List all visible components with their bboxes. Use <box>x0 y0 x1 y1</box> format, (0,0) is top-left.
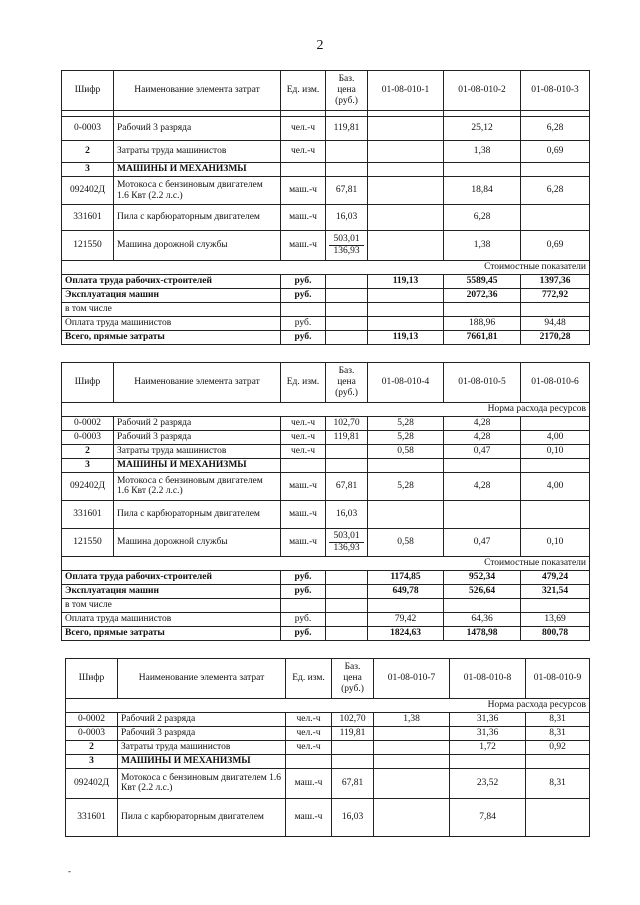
summary-row <box>62 289 590 303</box>
row-value-3: 0,69 <box>521 141 590 163</box>
row-value-1: 1,38 <box>374 712 450 726</box>
header-unit: Ед. изм. <box>281 71 326 111</box>
row-name: Рабочий 2 разряда <box>114 416 281 430</box>
table-row <box>62 163 590 177</box>
row-price <box>332 740 374 754</box>
summary-value-3: 772,92 <box>521 289 590 303</box>
summary-unit: руб. <box>281 584 326 598</box>
row-value-2: 18,84 <box>444 177 521 205</box>
row-value-2: 25,12 <box>444 117 521 141</box>
section-row <box>62 556 590 570</box>
table-row <box>62 444 590 458</box>
row-value-3: 0,10 <box>521 528 590 556</box>
row-value-1 <box>368 231 444 261</box>
table-row <box>62 472 590 500</box>
row-value-2: 0,47 <box>444 444 521 458</box>
row-value-2: 7,84 <box>450 798 526 836</box>
price-top: 503,01 <box>329 234 364 246</box>
row-value-3: 0,92 <box>526 740 590 754</box>
row-value-2: 4,28 <box>444 430 521 444</box>
table-header <box>62 363 590 403</box>
row-code: 0-0003 <box>62 430 114 444</box>
header-col2: 01-08-010-5 <box>444 363 521 403</box>
price-bottom: 136,93 <box>333 542 360 553</box>
row-unit: чел.-ч <box>286 740 332 754</box>
row-value-1: 0,58 <box>368 528 444 556</box>
summary-value-2: 526,64 <box>444 584 521 598</box>
summary-row <box>62 275 590 289</box>
section-label: Стоимостные показатели <box>62 261 590 275</box>
row-name: Рабочий 3 разряда <box>118 726 286 740</box>
row-price <box>326 528 368 556</box>
section-row <box>62 261 590 275</box>
row-value-3: 4,00 <box>521 430 590 444</box>
row-code: 092402Д <box>62 472 114 500</box>
row-value-1: 5,28 <box>368 416 444 430</box>
summary-row <box>62 303 590 317</box>
table-row <box>66 712 590 726</box>
row-name: Пила с карбюраторным двигателем <box>114 500 281 528</box>
row-name: Мотокоса с бензиновым двигателем 1.6 Квт (2.2 л.с.) <box>114 472 281 500</box>
row-name: Рабочий 2 разряда <box>118 712 286 726</box>
table-row <box>62 177 590 205</box>
header-code: Шифр <box>66 659 118 699</box>
row-value-2: 1,38 <box>444 141 521 163</box>
row-name: Мотокоса с бензиновым двигателем 1.6 Квт (2.2 л.с.) <box>114 177 281 205</box>
section-label: Норма расхода ресурсов <box>66 699 590 713</box>
table-row <box>62 500 590 528</box>
summary-value-2: 952,34 <box>444 570 521 584</box>
table-row <box>62 416 590 430</box>
row-code: 121550 <box>62 231 114 261</box>
row-value-1 <box>374 768 450 798</box>
row-code: 2 <box>66 740 118 754</box>
summary-value-2: 64,36 <box>444 612 521 626</box>
table-row <box>62 141 590 163</box>
row-price: 119,81 <box>326 117 368 141</box>
summary-value-3: 1397,36 <box>521 275 590 289</box>
cost-table-3 <box>65 658 590 837</box>
row-unit: чел.-ч <box>281 444 326 458</box>
row-value-1: 5,28 <box>368 430 444 444</box>
summary-value-3: 321,54 <box>521 584 590 598</box>
row-value-1: 0,58 <box>368 444 444 458</box>
row-name: Рабочий 3 разряда <box>114 117 281 141</box>
summary-value-1 <box>368 317 444 331</box>
row-name: МАШИНЫ И МЕХАНИЗМЫ <box>118 754 286 768</box>
row-unit: чел.-ч <box>281 416 326 430</box>
row-value-3: 0,10 <box>521 444 590 458</box>
row-code: 092402Д <box>66 768 118 798</box>
summary-label: Эксплуатация машин <box>62 289 281 303</box>
summary-value-3: 479,24 <box>521 570 590 584</box>
row-value-2: 4,28 <box>444 416 521 430</box>
table-row <box>62 430 590 444</box>
summary-row <box>62 612 590 626</box>
summary-value-1: 79,42 <box>368 612 444 626</box>
row-code: 331601 <box>62 205 114 231</box>
row-name: Пила с карбюраторным двигателем <box>114 205 281 231</box>
row-value-3: 4,00 <box>521 472 590 500</box>
summary-label: Эксплуатация машин <box>62 584 281 598</box>
cost-table-1 <box>61 70 590 345</box>
row-unit: чел.-ч <box>286 712 332 726</box>
summary-row <box>62 626 590 640</box>
header-col3: 01-08-010-3 <box>521 71 590 111</box>
summary-value-3: 2170,28 <box>521 331 590 345</box>
row-unit: чел.-ч <box>281 141 326 163</box>
header-col1: 01-08-010-7 <box>374 659 450 699</box>
table-row <box>66 768 590 798</box>
row-code: 0-0003 <box>62 117 114 141</box>
section-label: Норма расхода ресурсов <box>62 403 590 417</box>
row-name: Мотокоса с бензиновым двигателем 1.6 Квт (2.2 л.с.) <box>118 768 286 798</box>
header-col2: 01-08-010-8 <box>450 659 526 699</box>
summary-unit: руб. <box>281 612 326 626</box>
summary-value-3: 13,69 <box>521 612 590 626</box>
row-name: Рабочий 3 разряда <box>114 430 281 444</box>
table-row <box>66 740 590 754</box>
header-name: Наименование элемента затрат <box>114 71 281 111</box>
summary-value-2: 1478,98 <box>444 626 521 640</box>
summary-row <box>62 584 590 598</box>
summary-value-3: 94,48 <box>521 317 590 331</box>
row-name: Машина дорожной службы <box>114 231 281 261</box>
table-row <box>66 726 590 740</box>
price-bottom: 136,93 <box>333 246 360 256</box>
summary-row <box>62 598 590 612</box>
row-name: Затраты труда машинистов <box>118 740 286 754</box>
row-unit: чел.-ч <box>286 726 332 740</box>
row-value-1: 5,28 <box>368 472 444 500</box>
row-unit: маш.-ч <box>286 768 332 798</box>
summary-value-2: 2072,36 <box>444 289 521 303</box>
header-code: Шифр <box>62 363 114 403</box>
header-price: Баз. цена (руб.) <box>332 659 374 699</box>
row-value-3 <box>521 205 590 231</box>
row-value-3 <box>526 798 590 836</box>
row-value-2: 1,72 <box>450 740 526 754</box>
row-value-3: 6,28 <box>521 177 590 205</box>
row-name: Машина дорожной службы <box>114 528 281 556</box>
row-name: Пила с карбюраторным двигателем <box>118 798 286 836</box>
section-label: Стоимостные показатели <box>62 556 590 570</box>
row-value-2: 0,47 <box>444 528 521 556</box>
row-value-1 <box>374 740 450 754</box>
summary-value-1: 1824,63 <box>368 626 444 640</box>
row-value-3 <box>521 500 590 528</box>
header-name: Наименование элемента затрат <box>114 363 281 403</box>
summary-value-2: 7661,81 <box>444 331 521 345</box>
summary-value-1: 1174,85 <box>368 570 444 584</box>
row-value-2: 23,52 <box>450 768 526 798</box>
summary-unit: руб. <box>281 570 326 584</box>
section-row <box>66 699 590 713</box>
row-value-1 <box>374 798 450 836</box>
row-code: 2 <box>62 141 114 163</box>
table-row <box>62 231 590 261</box>
summary-label: в том числе <box>62 598 281 612</box>
row-code: 0-0002 <box>62 416 114 430</box>
row-value-3: 8,31 <box>526 726 590 740</box>
table-row <box>62 205 590 231</box>
row-code: 3 <box>66 754 118 768</box>
row-code: 0-0002 <box>66 712 118 726</box>
table-header <box>62 71 590 111</box>
row-unit: маш.-ч <box>281 177 326 205</box>
summary-unit: руб. <box>281 317 326 331</box>
row-code: 331601 <box>62 500 114 528</box>
row-value-3: 6,28 <box>521 117 590 141</box>
row-value-2: 6,28 <box>444 205 521 231</box>
row-value-3: 0,69 <box>521 231 590 261</box>
row-name: Затраты труда машинистов <box>114 444 281 458</box>
header-unit: Ед. изм. <box>286 659 332 699</box>
row-value-2: 31,36 <box>450 726 526 740</box>
row-name: Затраты труда машинистов <box>114 141 281 163</box>
row-unit: маш.-ч <box>281 205 326 231</box>
row-value-2 <box>444 500 521 528</box>
summary-unit: руб. <box>281 289 326 303</box>
row-price: 16,03 <box>326 205 368 231</box>
row-code: 3 <box>62 163 114 177</box>
header-col3: 01-08-010-6 <box>521 363 590 403</box>
row-code: 331601 <box>66 798 118 836</box>
row-unit: маш.-ч <box>281 528 326 556</box>
header-col2: 01-08-010-2 <box>444 71 521 111</box>
table-row <box>66 754 590 768</box>
summary-value-3: 800,78 <box>521 626 590 640</box>
summary-label: Всего, прямые затраты <box>62 626 281 640</box>
row-price: 102,70 <box>326 416 368 430</box>
row-value-1 <box>368 500 444 528</box>
header-col1: 01-08-010-1 <box>368 71 444 111</box>
summary-row <box>62 570 590 584</box>
summary-value-1 <box>368 289 444 303</box>
header-col1: 01-08-010-4 <box>368 363 444 403</box>
row-value-1 <box>368 205 444 231</box>
row-value-3: 8,31 <box>526 712 590 726</box>
row-price: 119,81 <box>332 726 374 740</box>
row-unit: маш.-ч <box>281 472 326 500</box>
row-price: 16,03 <box>332 798 374 836</box>
row-value-2: 4,28 <box>444 472 521 500</box>
table-row <box>62 528 590 556</box>
price-top: 503,01 <box>329 531 364 543</box>
summary-row <box>62 317 590 331</box>
header-unit: Ед. изм. <box>281 363 326 403</box>
row-price <box>326 444 368 458</box>
table-row <box>66 798 590 836</box>
row-unit: маш.-ч <box>281 500 326 528</box>
row-price: 67,81 <box>326 177 368 205</box>
row-price: 119,81 <box>326 430 368 444</box>
row-code: 121550 <box>62 528 114 556</box>
summary-unit: руб. <box>281 275 326 289</box>
row-code: 3 <box>62 458 114 472</box>
table-row <box>62 117 590 141</box>
row-code: 0-0003 <box>66 726 118 740</box>
row-value-3 <box>521 416 590 430</box>
row-value-3: 8,31 <box>526 768 590 798</box>
row-value-1 <box>368 117 444 141</box>
summary-unit: руб. <box>281 626 326 640</box>
row-price: 67,81 <box>332 768 374 798</box>
row-price: 67,81 <box>326 472 368 500</box>
summary-label: Оплата труда рабочих-строителей <box>62 275 281 289</box>
summary-value-1: 119,13 <box>368 331 444 345</box>
row-value-2: 1,38 <box>444 231 521 261</box>
summary-label: Оплата труда машинистов <box>62 612 281 626</box>
row-price: 102,70 <box>332 712 374 726</box>
section-row <box>62 403 590 417</box>
table-header <box>66 659 590 699</box>
row-value-2: 31,36 <box>450 712 526 726</box>
row-code: 092402Д <box>62 177 114 205</box>
summary-value-1: 649,78 <box>368 584 444 598</box>
row-price: 16,03 <box>326 500 368 528</box>
header-col3: 01-08-010-9 <box>526 659 590 699</box>
scan-mark: - <box>68 866 71 876</box>
summary-value-2: 188,96 <box>444 317 521 331</box>
row-unit: маш.-ч <box>281 231 326 261</box>
summary-label: Оплата труда рабочих-строителей <box>62 570 281 584</box>
row-unit: чел.-ч <box>281 430 326 444</box>
header-price: Баз. цена (руб.) <box>326 363 368 403</box>
header-name: Наименование элемента затрат <box>118 659 286 699</box>
table-row <box>62 458 590 472</box>
page-number: 2 <box>316 38 324 53</box>
row-value-1 <box>368 177 444 205</box>
summary-label: в том числе <box>62 303 281 317</box>
header-price: Баз. цена (руб.) <box>326 71 368 111</box>
row-price <box>326 231 368 261</box>
summary-label: Оплата труда машинистов <box>62 317 281 331</box>
row-unit: маш.-ч <box>286 798 332 836</box>
summary-value-1: 119,13 <box>368 275 444 289</box>
summary-value-2: 5589,45 <box>444 275 521 289</box>
summary-row <box>62 331 590 345</box>
cost-table-2 <box>61 362 590 641</box>
row-price <box>326 141 368 163</box>
header-code: Шифр <box>62 71 114 111</box>
row-code: 2 <box>62 444 114 458</box>
row-name: МАШИНЫ И МЕХАНИЗМЫ <box>114 163 281 177</box>
row-value-1 <box>374 726 450 740</box>
row-name: МАШИНЫ И МЕХАНИЗМЫ <box>114 458 281 472</box>
row-value-1 <box>368 141 444 163</box>
row-unit: чел.-ч <box>281 117 326 141</box>
summary-unit: руб. <box>281 331 326 345</box>
summary-label: Всего, прямые затраты <box>62 331 281 345</box>
